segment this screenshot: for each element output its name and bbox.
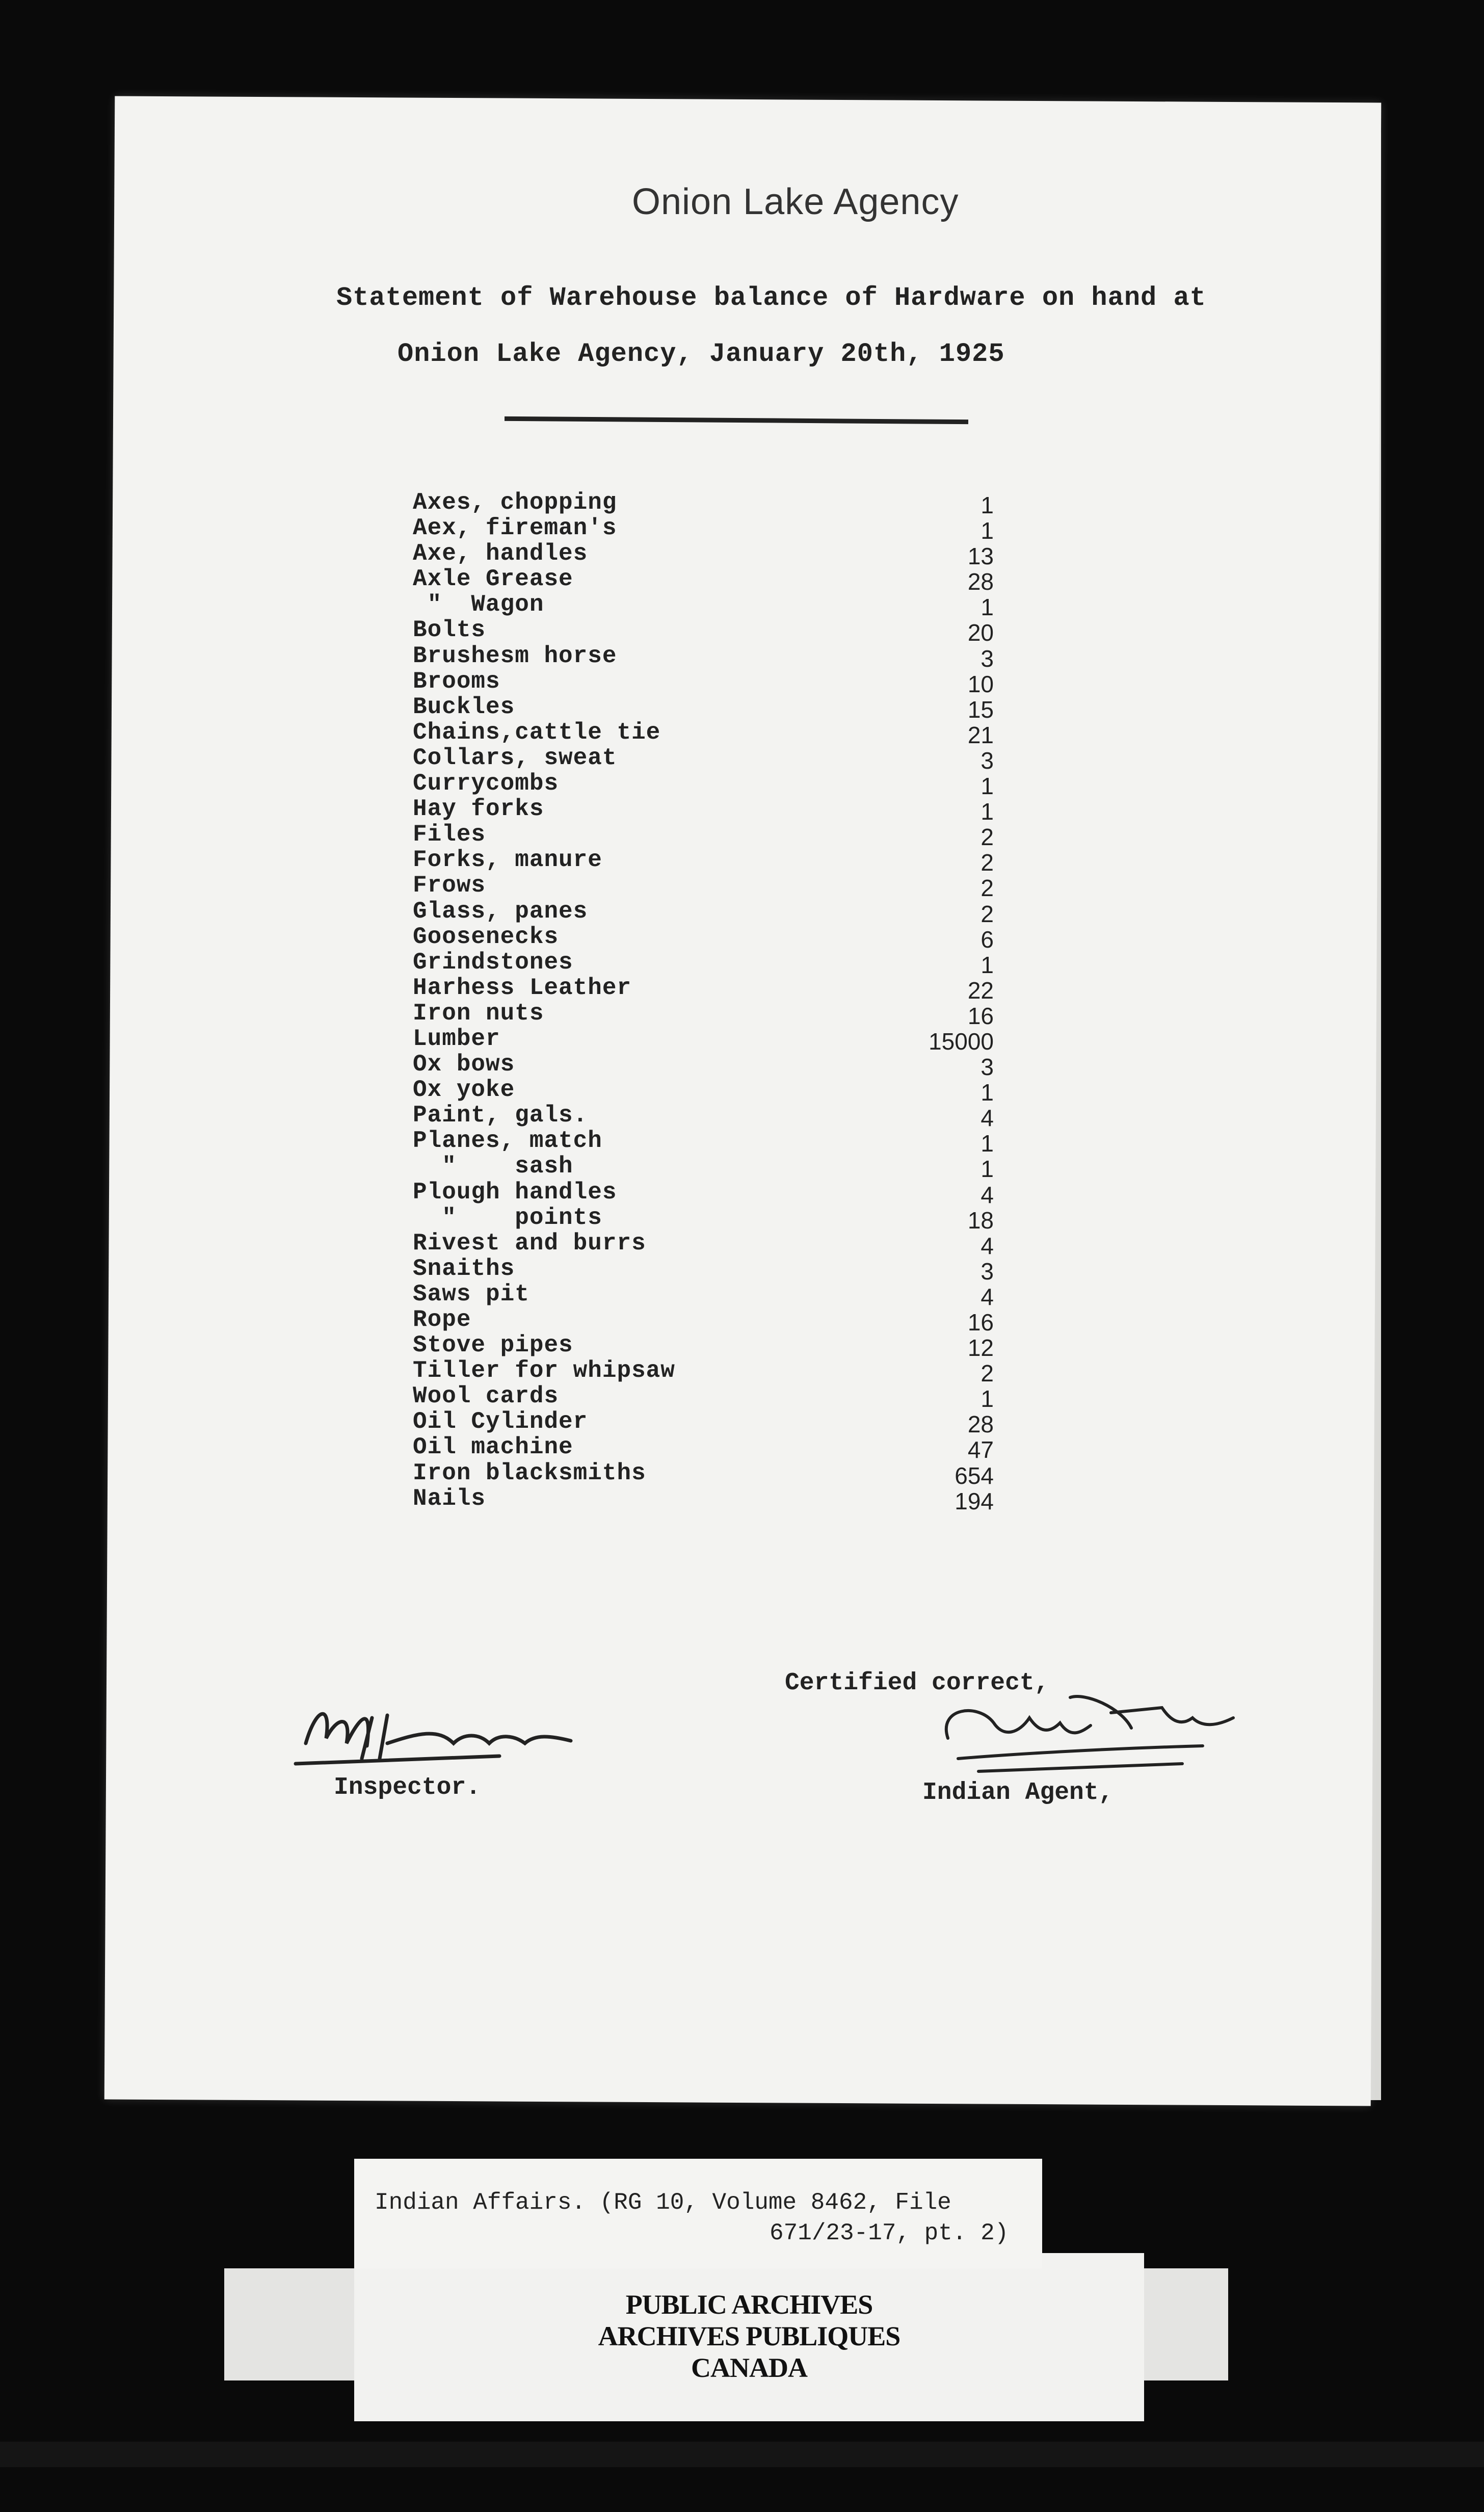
- inventory-qty: 3: [980, 747, 994, 774]
- inventory-item: Snaiths: [413, 1255, 515, 1282]
- inventory-row: [403, 489, 1014, 518]
- archives-country: CANADA: [691, 2352, 807, 2383]
- inventory-row: [403, 1000, 1014, 1029]
- inventory-qty: 13: [967, 543, 994, 570]
- inventory-qty: 4: [980, 1232, 994, 1259]
- inventory-qty: 2: [980, 900, 994, 927]
- inventory-qty: 4: [980, 1105, 994, 1132]
- inventory-row: [403, 923, 1014, 953]
- inventory-item: Forks, manure: [413, 847, 602, 874]
- inventory-item: Harhess Leather: [413, 974, 632, 1001]
- inventory-qty: 1: [980, 1385, 994, 1412]
- inventory-row: [403, 1332, 1014, 1362]
- inspector-signature: [285, 1687, 581, 1774]
- inventory-row: [403, 1051, 1014, 1081]
- inventory-item: Planes, match: [413, 1128, 602, 1155]
- inventory-row: [403, 1459, 1014, 1489]
- inventory-qty: 20: [967, 619, 994, 646]
- inventory-item: Axe, handles: [413, 540, 588, 567]
- inventory-row: [403, 898, 1014, 927]
- inventory-qty: 654: [955, 1462, 994, 1489]
- inventory-item: Plough handles: [413, 1179, 617, 1206]
- inventory-qty: 28: [967, 568, 994, 595]
- inventory-item: Ox bows: [413, 1051, 515, 1078]
- inventory-row: [403, 591, 1014, 621]
- inventory-item: Oil machine: [413, 1434, 573, 1461]
- inventory-qty: 28: [967, 1411, 994, 1438]
- inventory-item: Stove pipes: [413, 1332, 573, 1359]
- inventory-qty: 2: [980, 1360, 994, 1387]
- reference-label: [354, 2159, 1042, 2268]
- inventory-item: Oil Cylinder: [413, 1408, 588, 1435]
- inventory-item: Lumber: [413, 1025, 500, 1052]
- inventory-item: Axes, chopping: [413, 489, 617, 516]
- inventory-item: Hay forks: [413, 796, 544, 823]
- inventory-item: Grindstones: [413, 949, 573, 976]
- inventory-qty: 16: [967, 1002, 994, 1029]
- certified-text: Certified correct,: [785, 1669, 1049, 1697]
- inventory-qty: 2: [980, 824, 994, 851]
- inventory-item: Ox yoke: [413, 1077, 515, 1104]
- archives-fr: ARCHIVES PUBLIQUES: [598, 2321, 900, 2351]
- inventory-row: [403, 974, 1014, 1004]
- inventory-item: Brooms: [413, 668, 500, 695]
- inventory-qty: 1: [980, 492, 994, 518]
- inventory-qty: 1: [980, 1156, 994, 1183]
- agent-signature: [917, 1677, 1243, 1779]
- inventory-qty: 3: [980, 1258, 994, 1285]
- inventory-qty: 2: [980, 875, 994, 902]
- inventory-row: [403, 1153, 1014, 1183]
- inventory-row: [403, 821, 1014, 851]
- inventory-row: [403, 1102, 1014, 1132]
- inventory-qty: 4: [980, 1181, 994, 1208]
- inventory-item: Files: [413, 821, 486, 848]
- inventory-row: [403, 1229, 1014, 1259]
- inventory-qty: 1: [980, 594, 994, 621]
- inventory-qty: 3: [980, 1054, 994, 1081]
- inventory-row: [403, 1128, 1014, 1157]
- inventory-item: Paint, gals.: [413, 1102, 588, 1129]
- inventory-item: Bolts: [413, 617, 486, 644]
- inventory-qty: 194: [955, 1487, 994, 1514]
- reference-line-2: 671/23-17, pt. 2): [770, 2220, 1009, 2246]
- inventory-row: [403, 642, 1014, 672]
- inventory-item: Frows: [413, 872, 486, 899]
- inventory-item: Goosenecks: [413, 923, 559, 950]
- inventory-row: [403, 1357, 1014, 1387]
- inventory-row: [403, 872, 1014, 902]
- statement-line-1: Statement of Warehouse balance of Hardware on hand at: [336, 283, 1206, 313]
- inventory-qty: 6: [980, 926, 994, 953]
- inventory-row: [403, 1077, 1014, 1106]
- inventory-qty: 12: [967, 1334, 994, 1362]
- inventory-row: [403, 1255, 1014, 1285]
- inventory-item: Aex, fireman's: [413, 515, 617, 542]
- inventory-item: Iron blacksmiths: [413, 1459, 646, 1486]
- inventory-qty: 1: [980, 1079, 994, 1106]
- inventory-qty: 10: [967, 670, 994, 697]
- inventory-row: [403, 668, 1014, 697]
- inventory-qty: 15000: [929, 1028, 994, 1055]
- inventory-row: [403, 770, 1014, 800]
- inventory-qty: 1: [980, 1130, 994, 1157]
- archives-en: PUBLIC ARCHIVES: [625, 2289, 873, 2320]
- inventory-row: [403, 693, 1014, 723]
- inspector-title: Inspector.: [334, 1774, 481, 1801]
- inventory-row: [403, 719, 1014, 748]
- inventory-qty: 15: [967, 696, 994, 723]
- inventory-row: [403, 1306, 1014, 1336]
- inventory-qty: 22: [967, 977, 994, 1004]
- inventory-item: Rope: [413, 1306, 471, 1333]
- inventory-qty: 18: [967, 1207, 994, 1234]
- inventory-qty: 2: [980, 849, 994, 876]
- inventory-row: [403, 1485, 1014, 1514]
- inventory-item: Buckles: [413, 693, 515, 720]
- inventory-row: [403, 1179, 1014, 1208]
- inventory-item: Chains,cattle tie: [413, 719, 661, 746]
- inventory-item: Rivest and burrs: [413, 1229, 646, 1257]
- inventory-row: [403, 540, 1014, 570]
- inventory-item: Currycombs: [413, 770, 559, 797]
- inventory-list: [403, 489, 1014, 1514]
- inventory-row: [403, 796, 1014, 825]
- inventory-item: Iron nuts: [413, 1000, 544, 1027]
- inventory-qty: 1: [980, 951, 994, 978]
- inventory-item: Saws pit: [413, 1280, 529, 1307]
- inventory-item: Brushesm horse: [413, 642, 617, 669]
- inventory-qty: 4: [980, 1283, 994, 1310]
- inventory-item: Axle Grease: [413, 566, 573, 593]
- inventory-row: [403, 949, 1014, 978]
- inventory-qty: 16: [967, 1309, 994, 1336]
- inventory-row: [403, 744, 1014, 774]
- inventory-row: [403, 515, 1014, 544]
- inventory-qty: 3: [980, 645, 994, 672]
- agent-title: Indian Agent,: [922, 1779, 1114, 1807]
- inventory-row: [403, 1025, 1014, 1055]
- inventory-row: [403, 1383, 1014, 1412]
- inventory-row: [403, 847, 1014, 876]
- archive-stamp: [354, 2253, 1144, 2421]
- inventory-qty: 1: [980, 798, 994, 825]
- inventory-item: Glass, panes: [413, 898, 588, 925]
- inventory-row: [403, 1434, 1014, 1463]
- inventory-qty: 21: [967, 721, 994, 748]
- inventory-qty: 47: [967, 1436, 994, 1463]
- inventory-item: " Wagon: [413, 591, 544, 618]
- inventory-qty: 1: [980, 517, 994, 544]
- inventory-row: [403, 1204, 1014, 1234]
- inventory-item: Nails: [413, 1485, 486, 1512]
- inventory-row: [403, 617, 1014, 646]
- inventory-item: Tiller for whipsaw: [413, 1357, 675, 1384]
- statement-line-2: Onion Lake Agency, January 20th, 1925: [398, 339, 1005, 369]
- reference-line-1: Indian Affairs. (RG 10, Volume 8462, File: [375, 2189, 951, 2216]
- inventory-row: [403, 566, 1014, 595]
- inventory-item: Wool cards: [413, 1383, 559, 1410]
- inventory-row: [403, 1280, 1014, 1310]
- inventory-item: " points: [413, 1204, 602, 1231]
- inventory-qty: 1: [980, 773, 994, 800]
- inventory-item: Collars, sweat: [413, 744, 617, 771]
- inventory-row: [403, 1408, 1014, 1438]
- film-strip: [0, 2442, 1484, 2467]
- agency-title: Onion Lake Agency: [632, 181, 959, 222]
- inventory-item: " sash: [413, 1153, 573, 1180]
